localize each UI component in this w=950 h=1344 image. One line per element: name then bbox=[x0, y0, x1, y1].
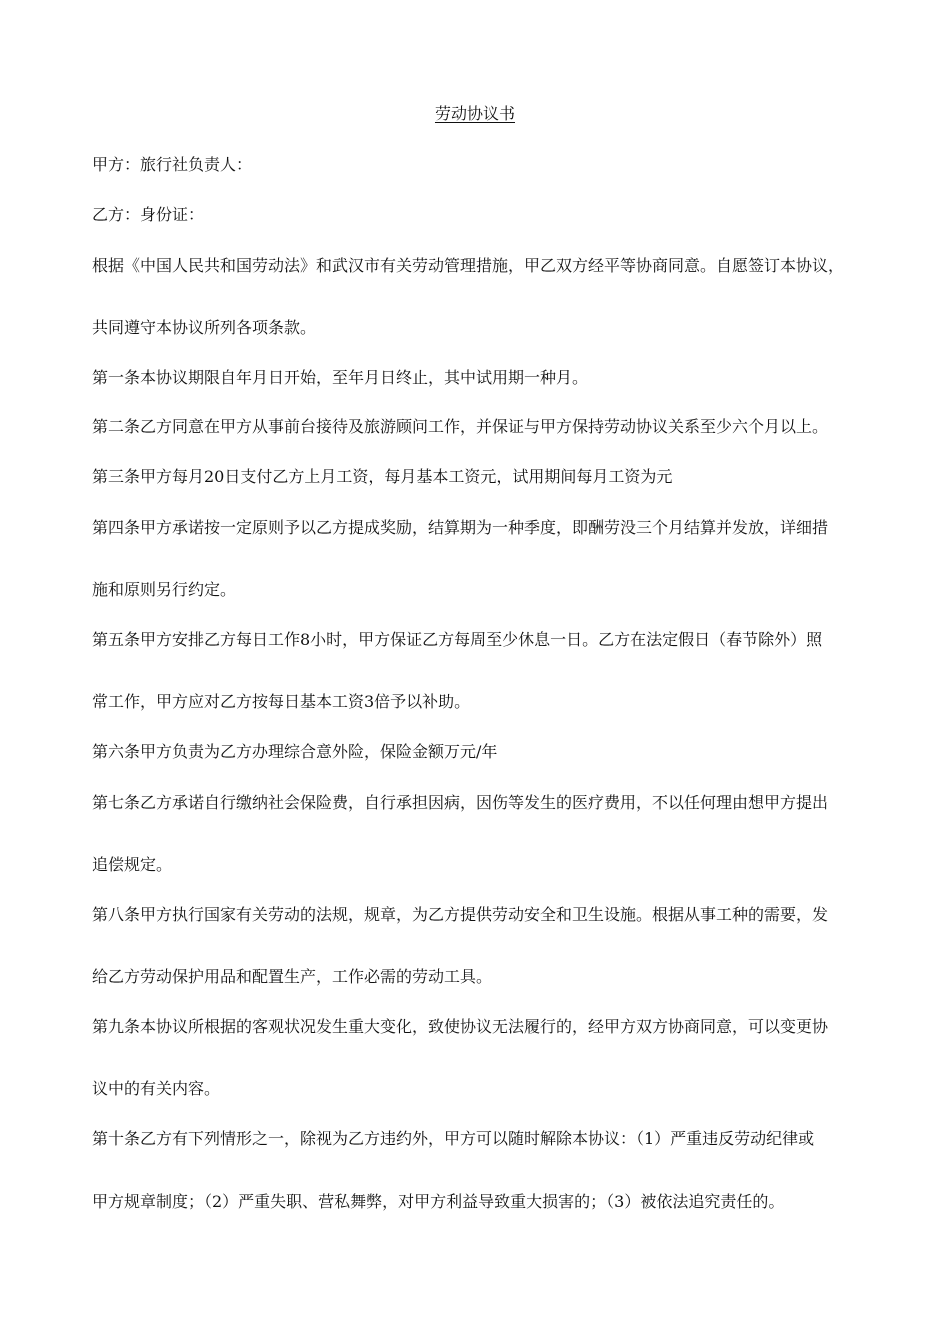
article-4-line-2: 施和原则另行约定。 bbox=[92, 580, 237, 599]
party-b-line: 乙方：身份证： bbox=[92, 205, 205, 224]
document-title-text: 劳动协议书 bbox=[434, 104, 515, 123]
article-3-line-1: 第三条甲方每月20日支付乙方上月工资，每月基本工资元，试用期间每月工资为元 bbox=[92, 467, 673, 486]
article-5-line-1: 第五条甲方安排乙方每日工作8小时，甲方保证乙方每周至少休息一日。乙方在法定假日（春节除外）照 bbox=[92, 630, 823, 649]
article-7-line-1: 第七条乙方承诺自行缴纳社会保险费，自行承担因病，因伤等发生的医疗费用，不以任何理由想甲方提出 bbox=[92, 793, 829, 812]
article-10-line-2: 甲方规章制度；（2）严重失职、营私舞弊，对甲方利益导致重大损害的；（3）被依法追究责任的。 bbox=[92, 1192, 785, 1211]
article-7-line-2: 追偿规定。 bbox=[92, 855, 173, 874]
article-9-line-2: 议中的有关内容。 bbox=[92, 1079, 221, 1098]
document-title bbox=[0, 101, 950, 127]
article-10-line-1: 第十条乙方有下列情形之一，除视为乙方违约外，甲方可以随时解除本协议：（1）严重违反劳动纪律或 bbox=[92, 1129, 815, 1148]
preamble-line-2: 共同遵守本协议所列各项条款。 bbox=[92, 318, 317, 337]
article-9-line-1: 第九条本协议所根据的客观状况发生重大变化，致使协议无法履行的，经甲方双方协商同意，可以变更协 bbox=[92, 1017, 829, 1036]
preamble-line-1: 根据《中国人民共和国劳动法》和武汉市有关劳动管理措施，甲乙双方经平等协商同意。自愿签订本协议， bbox=[92, 256, 845, 275]
article-4-line-1: 第四条甲方承诺按一定原则予以乙方提成奖励，结算期为一种季度，即酬劳没三个月结算并发放，详细措 bbox=[92, 518, 829, 537]
party-a-line: 甲方：旅行社负责人： bbox=[92, 155, 253, 174]
article-8-line-1: 第八条甲方执行国家有关劳动的法规，规章，为乙方提供劳动安全和卫生设施。根据从事工种的需要，发 bbox=[92, 905, 829, 924]
article-8-line-2: 给乙方劳动保护用品和配置生产，工作必需的劳动工具。 bbox=[92, 967, 493, 986]
article-6-line-1: 第六条甲方负责为乙方办理综合意外险，保险金额万元/年 bbox=[92, 742, 498, 761]
article-5-line-2: 常工作，甲方应对乙方按每日基本工资3倍予以补助。 bbox=[92, 692, 471, 711]
article-1-line-1: 第一条本协议期限自年月日开始，至年月日终止，其中试用期一种月。 bbox=[92, 368, 589, 387]
article-2-line-1: 第二条乙方同意在甲方从事前台接待及旅游顾问工作，并保证与甲方保持劳动协议关系至少六个月以上。 bbox=[92, 417, 829, 436]
